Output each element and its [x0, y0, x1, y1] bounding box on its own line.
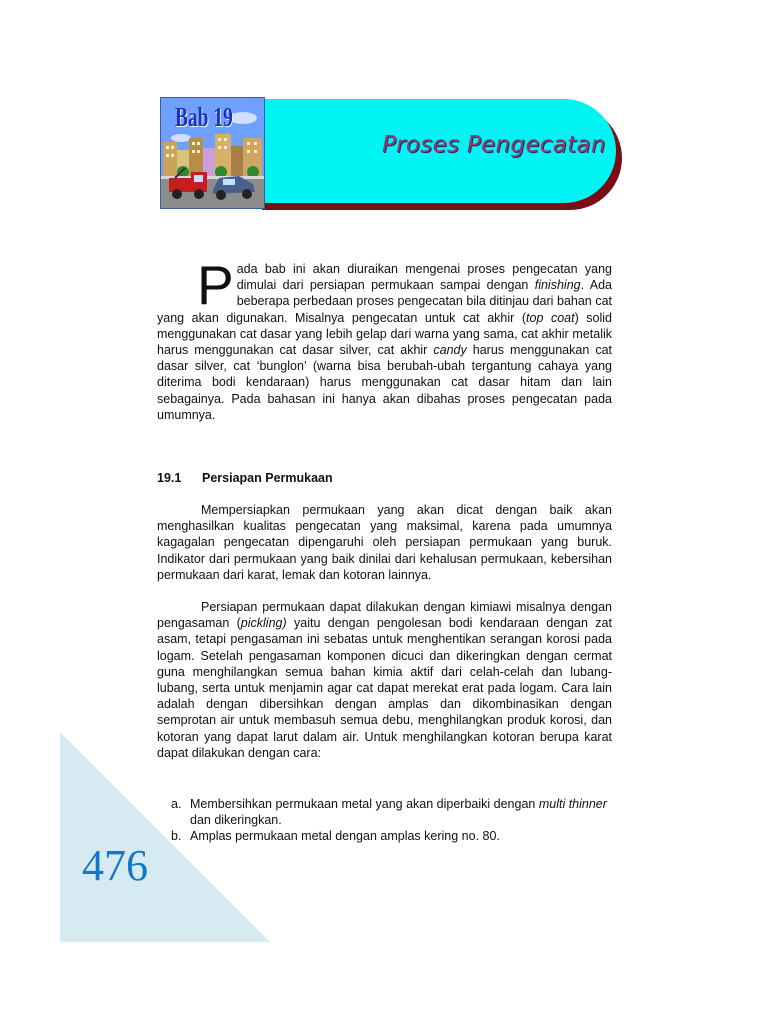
intro-paragraph [157, 254, 613, 423]
chapter-title: Proses Pengecatan [382, 132, 606, 158]
list-item-text: Membersihkan permukaan metal yang akan diperbaiki dengan multi thinner dan dikeringkan. [190, 797, 607, 828]
paragraph-1-text: Mempersiapkan permukaan yang akan dicat dengan baik akan menghasilkan kualitas pengecatan yang maksimal, karena pada umumnya kagagalan pengecatan dipengaruhi oleh persiapan permukaan yang buruk. Indikator dari permukaan yang baik dinilai dari kehalusan permukaan, kebersihan permukaan dari karat, lemak dan kotoran lainnya. [157, 503, 612, 582]
intro-text: ada bab ini akan diuraikan mengenai proses pengecatan yang dimulai dari persiapan permukaan sampai dengan finishing. Ada beberapa perbedaan proses pengecatan bila ditinjau dari bahan cat yang akan digunakan. Misalnya pengecatan untuk cat akhir (top coat) solid menggunakan cat dasar yang lebih gelap dari warna yang sama, cat akhir metalik harus menggunakan cat dasar silver, cat akhir candy harus menggunakan cat dasar silver, cat ‘bunglon’ (warna bisa berubah-ubah tergantung cahaya yang diterima bodi kendaraan) harus menggunakan cat dasar hitam dan lain sebagainya. Pada bahasan ini hanya akan dibahas proses pengecatan pada umumnya. [157, 262, 613, 422]
paragraph-2-text: Persiapan permukaan dapat dilakukan dengan kimiawi misalnya dengan pengasaman (pickling) yaitu dengan pengolesan bodi kendaraan dengan zat asam, tetapi pengasaman ini sebatas untuk menghentikan serangan korosi pada logam. Setelah pengasaman komponen dicuci dan dikeringkan dengan cermat guna menghilangkan semua bahan kimia aktif dari celah-celah dan lubang-lubang, serta untuk menjamin agar cat dapat merekat erat pada logam. Cara lain adalah dengan dibersihkan dengan amplas dan dikombinasikan dengan semprotan air untuk membasuh semua debu, menghilangkan produk korosi, dan kotoran yang dapat larut dalam air. Untuk menghilangkan kotoran berupa karat dapat dilakukan dengan cara: [157, 600, 612, 760]
list-marker: b. [171, 829, 182, 844]
page-number: 476 [82, 841, 148, 890]
section-title: Persiapan Permukaan [202, 471, 333, 485]
chapter-label: Bab 19 [175, 102, 233, 132]
paragraph-1 [157, 502, 612, 583]
page-corner-triangle [60, 732, 270, 942]
drop-cap: P [197, 254, 234, 316]
section-heading [157, 471, 612, 485]
list-item-text: Amplas permukaan metal dengan amplas kering no. 80. [190, 829, 500, 844]
list-marker: a. [171, 797, 182, 811]
chapter-illustration [160, 97, 265, 209]
section-number: 19.1 [157, 471, 182, 485]
